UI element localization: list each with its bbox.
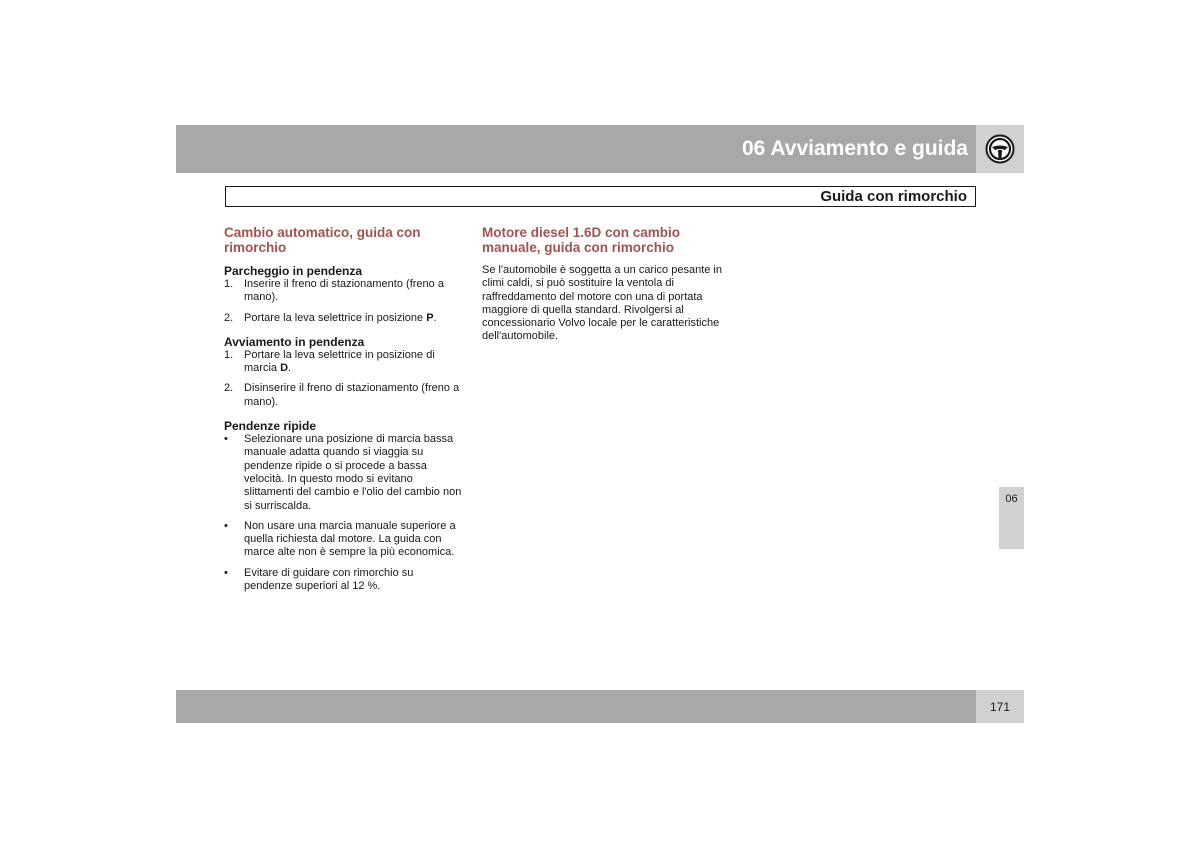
list-item-text: [244, 349, 464, 376]
list-item-text: [244, 520, 464, 560]
list-item-text: [244, 382, 464, 409]
chapter-icon-box: [976, 125, 1024, 173]
list-item: [224, 349, 464, 376]
list-item: [224, 567, 464, 594]
chapter-header-bar: [176, 125, 976, 173]
list-item-body: Disinserire il freno di stazionamento (freno a mano).: [244, 382, 460, 408]
subsection-heading: Avviamento in pendenza: [224, 334, 365, 349]
list-item-text: [244, 433, 464, 513]
step-number: 2.: [224, 382, 234, 395]
step-number: 2.: [224, 311, 234, 324]
left-column-heading: Cambio automatico, guida con rimorchio: [224, 225, 421, 255]
list-item: [224, 312, 464, 325]
page-number: 171: [989, 699, 1011, 714]
instruction-list: [224, 433, 464, 593]
list-item-body: Evitare di guidare con rimorchio su pendenze superiori al 12 %.: [244, 566, 414, 593]
step-number: 1.: [224, 348, 234, 361]
list-item: [224, 382, 464, 409]
list-item-body: Inserire il freno di stazionamento (freno a mano).: [244, 278, 444, 304]
subsection-block: [224, 335, 464, 409]
gear-position-label: D: [280, 362, 289, 375]
bullet-mark: •: [224, 566, 228, 579]
page-number-box: [976, 690, 1024, 723]
section-title-box: [225, 186, 976, 207]
list-item: [224, 433, 464, 513]
left-column: [224, 226, 464, 600]
chapter-side-tab: [999, 487, 1024, 549]
list-item-body: Portare la leva selettrice in posizione di marcia: [244, 348, 435, 375]
right-column-body: Se l'automobile è soggetta a un carico pesante in climi caldi, si può sostituire la ventola di raffreddamento del motore con una di portata maggiore di quella standard. Rivolgersi al concessionario Volvo locale per le caratteristiche dell'automobile.: [482, 264, 722, 343]
subsection-heading: Pendenze ripide: [224, 419, 317, 434]
list-item-text: [244, 278, 464, 305]
steering-wheel-icon: [985, 134, 1015, 164]
bullet-mark: •: [224, 433, 228, 446]
footer-bar: [176, 690, 976, 723]
step-number: 1.: [224, 278, 234, 290]
subsection-block: [224, 264, 464, 325]
list-item-end: .: [433, 311, 437, 324]
list-item: [224, 278, 464, 305]
list-item-end: .: [288, 362, 292, 375]
right-column: [482, 226, 722, 344]
chapter-title: 06 Avviamento e guida: [741, 137, 968, 160]
instruction-list: [224, 278, 464, 325]
list-item-text: [244, 312, 464, 325]
list-item: [224, 520, 464, 560]
list-item-body: Non usare una marcia manuale superiore a quella richiesta dal motore. La guida con marce alte non è sempre la più economica.: [244, 519, 456, 559]
left-column-blocks: [224, 264, 464, 593]
list-item-text: [244, 567, 464, 594]
list-item-body: Portare la leva selettrice in posizione: [244, 311, 427, 324]
section-title: Guida con rimorchio: [820, 188, 967, 205]
subsection-heading: Parcheggio in pendenza: [224, 264, 363, 278]
list-item-body: Selezionare una posizione di marcia bassa manuale adatta quando si viaggia su pendenze ripide o si procede a bassa velocità. In questo modo si evitano slittamenti del cambio e l'olio del cambio non si surriscalda.: [244, 433, 462, 512]
bullet-mark: •: [224, 519, 228, 532]
chapter-side-tab-label: 06: [1005, 493, 1018, 505]
gear-position-label: P: [426, 311, 434, 324]
subsection-block: [224, 419, 464, 593]
right-column-heading: Motore diesel 1.6D con cambio manuale, guida con rimorchio: [482, 225, 681, 255]
instruction-list: [224, 349, 464, 409]
